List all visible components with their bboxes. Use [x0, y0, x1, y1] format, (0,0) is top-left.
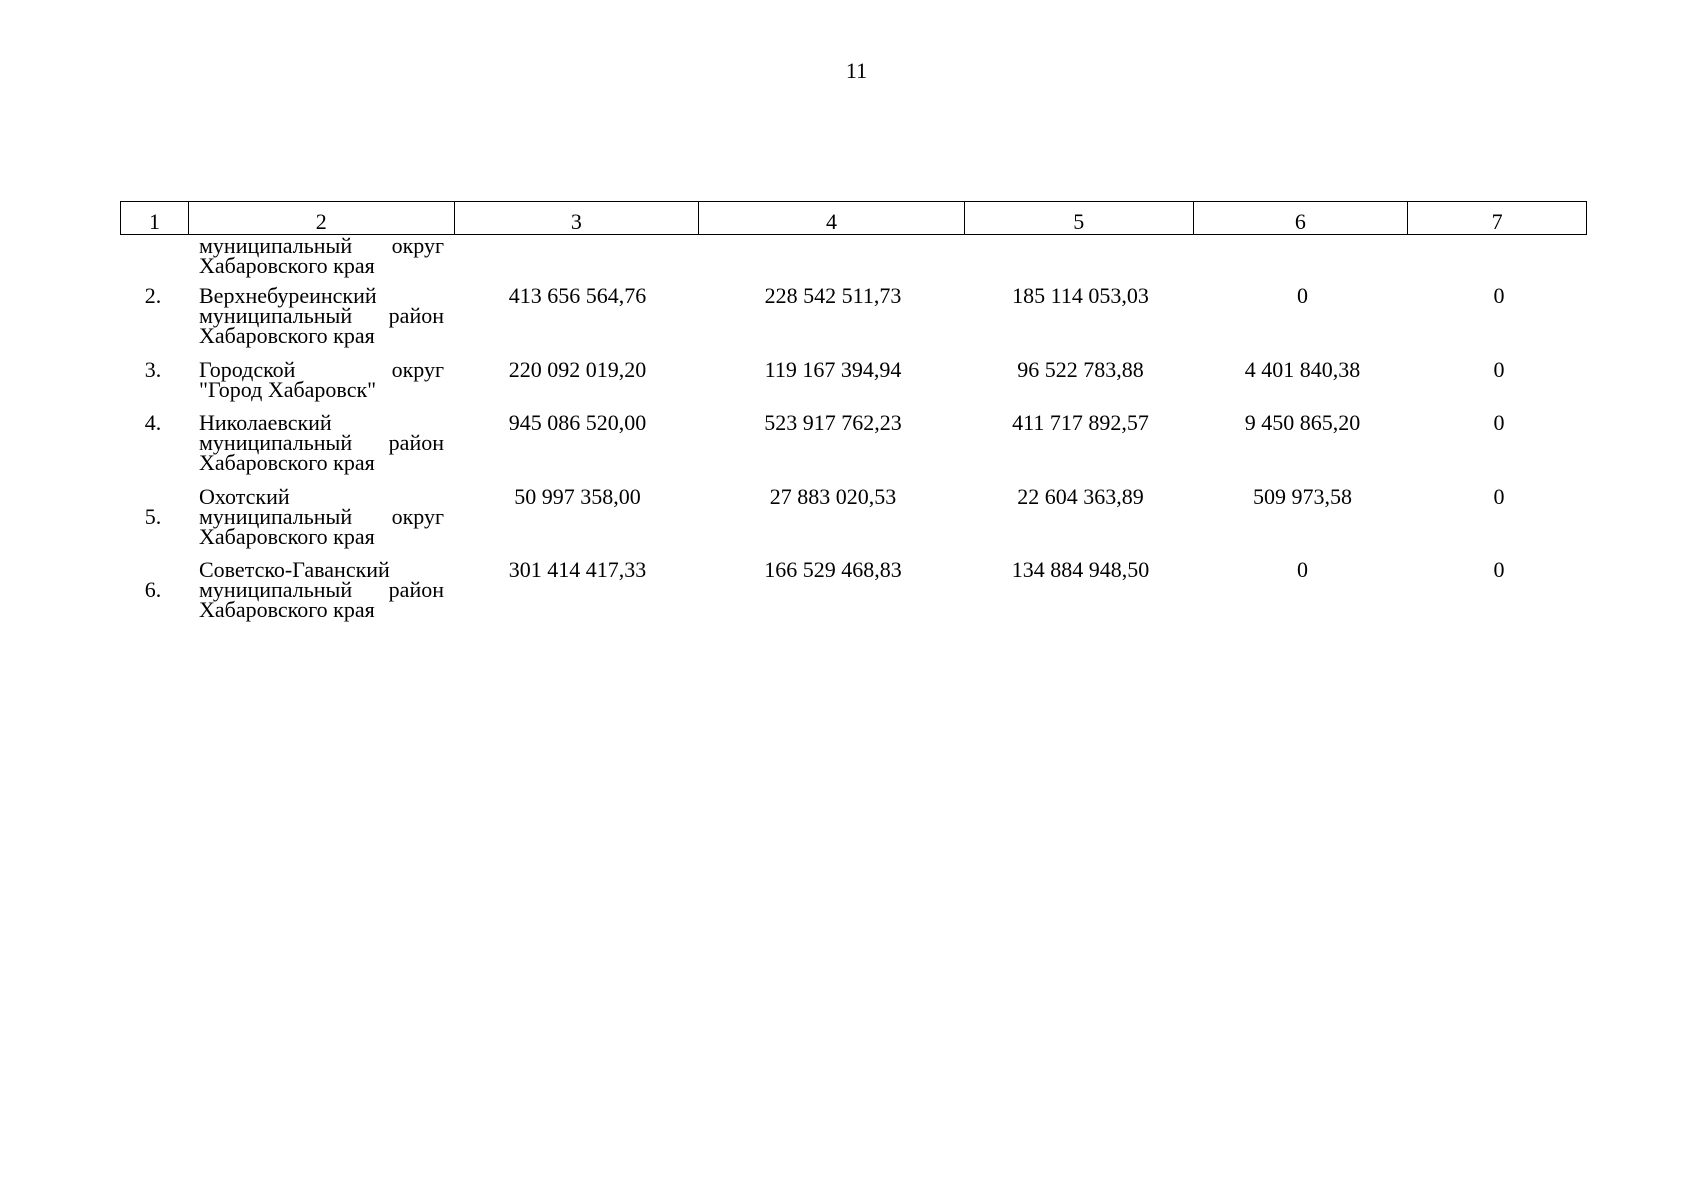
name-line: Городской округ [199, 357, 444, 382]
value-col-7: 0 [1493, 557, 1505, 582]
name-line: муниципальный округ [199, 233, 444, 258]
row-number: 4. [144, 410, 162, 435]
table-header [120, 201, 1587, 235]
value-col-5: 185 114 053,03 [1012, 283, 1149, 308]
row-number: 3. [144, 357, 162, 382]
name-line: Хабаровского края [199, 253, 375, 278]
value-col-4: 166 529 468,83 [764, 557, 902, 582]
value-col-7: 0 [1493, 484, 1505, 509]
value-col-7: 0 [1493, 283, 1505, 308]
name-line: Хабаровского края [199, 524, 375, 549]
value-col-6: 4 401 840,38 [1244, 357, 1361, 382]
name-line: Советско-Гаванский [199, 557, 390, 582]
header-cell: 1 [121, 202, 189, 234]
page-number: 11 [845, 58, 868, 83]
value-col-6: 9 450 865,20 [1244, 410, 1361, 435]
value-col-7: 0 [1493, 357, 1505, 382]
municipality-name [199, 283, 444, 348]
value-col-6: 0 [1297, 283, 1308, 308]
value-col-3: 945 086 520,00 [508, 410, 647, 435]
name-line: "Город Хабаровск" [199, 377, 377, 402]
municipality-name [199, 357, 444, 402]
municipality-name [199, 410, 444, 475]
name-line: муниципальный район [199, 577, 444, 602]
municipality-name [199, 557, 444, 622]
name-line: муниципальный район [199, 430, 444, 455]
value-col-5: 134 884 948,50 [1011, 557, 1150, 582]
header-cell: 3 [455, 202, 700, 234]
row-number: 2. [144, 283, 162, 308]
name-line: Охотский [199, 484, 290, 509]
value-col-5: 96 522 783,88 [1017, 357, 1144, 382]
row-number: 6. [144, 577, 162, 602]
value-col-3: 301 414 417,33 [508, 557, 647, 582]
value-col-6: 509 973,58 [1253, 484, 1352, 509]
municipality-name [199, 484, 444, 549]
header-cell: 2 [189, 202, 455, 234]
name-line: Хабаровского края [199, 597, 375, 622]
value-col-5: 22 604 363,89 [1017, 484, 1144, 509]
value-col-3: 50 997 358,00 [514, 484, 641, 509]
value-col-5: 411 717 892,57 [1012, 410, 1149, 435]
value-col-4: 228 542 511,73 [764, 283, 902, 308]
name-line: муниципальный район [199, 303, 444, 328]
name-line: Хабаровского края [199, 450, 375, 475]
name-line: Николаевский [199, 410, 332, 435]
row-number: 5. [144, 504, 162, 529]
header-cell: 7 [1491, 209, 1503, 234]
value-col-7: 0 [1493, 410, 1505, 435]
name-line: муниципальный округ [199, 504, 444, 529]
continued-name-cell [199, 233, 444, 278]
header-cell: 4 [699, 202, 965, 234]
header-cell: 5 [965, 202, 1194, 234]
name-line: Верхнебуреинский [199, 283, 377, 308]
value-col-3: 413 656 564,76 [508, 283, 647, 308]
header-cell: 6 [1194, 202, 1409, 234]
value-col-4: 523 917 762,23 [764, 410, 902, 435]
name-line: Хабаровского края [199, 323, 375, 348]
value-col-6: 0 [1297, 557, 1308, 582]
value-col-3: 220 092 019,20 [508, 357, 647, 382]
value-col-4: 27 883 020,53 [769, 484, 897, 509]
value-col-4: 119 167 394,94 [764, 357, 902, 382]
